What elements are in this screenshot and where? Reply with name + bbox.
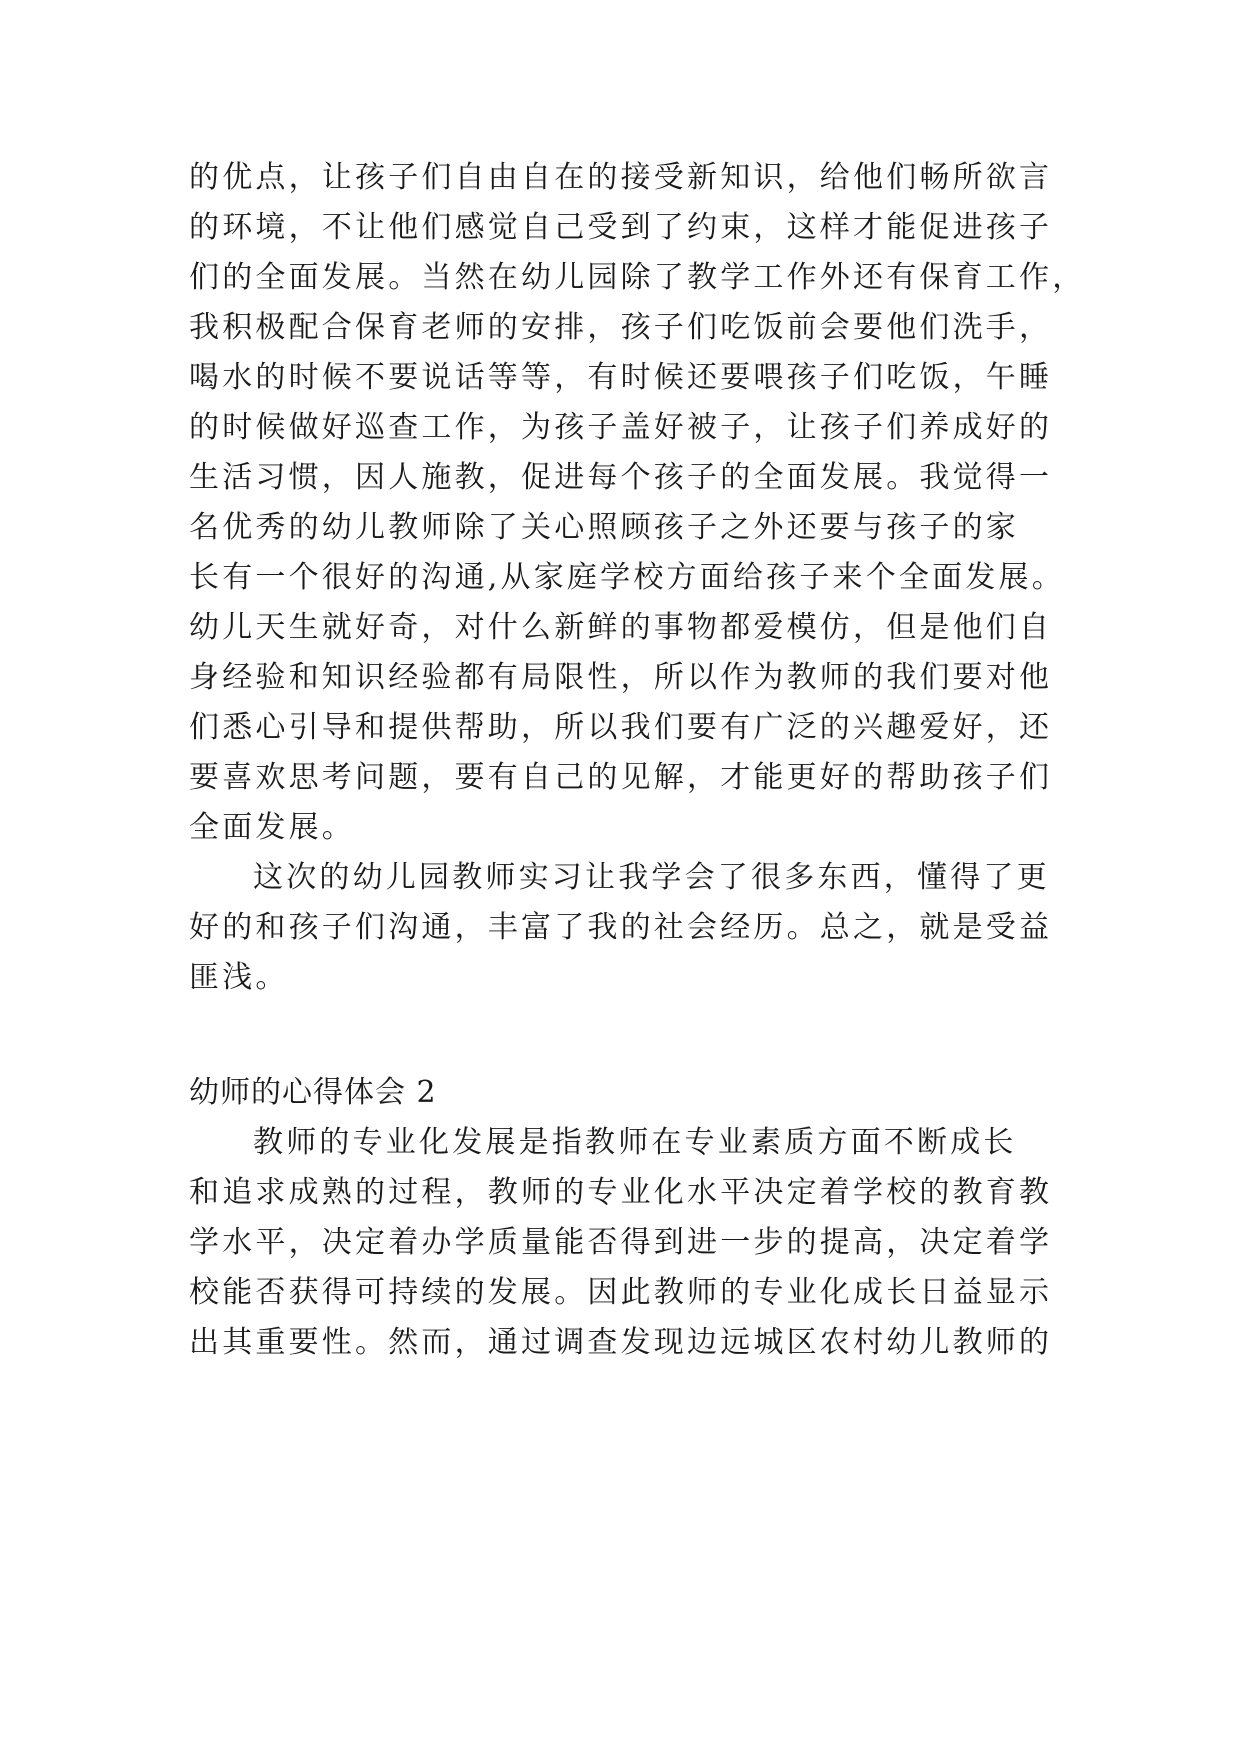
paragraph-line: 学水平，决定着办学质量能否得到进一步的提高，决定着学 [189,1225,1053,1260]
paragraph-line: 身经验和知识经验都有局限性，所以作为教师的我们要对他 [189,660,1053,695]
paragraph-line: 教师的专业化发展是指教师在专业素质方面不断成长 [253,1125,1017,1160]
paragraph-line: 要喜欢思考问题，要有自己的见解，才能更好的帮助孩子们 [189,760,1053,795]
paragraph-line: 的环境，不让他们感觉自己受到了约束，这样才能促进孩子 [189,210,1053,245]
paragraph-line: 长有一个很好的沟通,从家庭学校方面给孩子来个全面发展。 [189,560,1065,595]
paragraph-line: 的优点，让孩子们自由自在的接受新知识，给他们畅所欲言 [189,160,1053,195]
paragraph-line: 的时候做好巡查工作，为孩子盖好被子，让孩子们养成好的 [189,410,1053,445]
paragraph-line: 们悉心引导和提供帮助，所以我们要有广泛的兴趣爱好，还 [189,710,1053,745]
paragraph-line: 们的全面发展。当然在幼儿园除了教学工作外还有保育工作， [189,260,1086,295]
paragraph-line: 出其重要性。然而，通过调查发现边远城区农村幼儿教师的 [189,1325,1053,1360]
paragraph-line: 和追求成熟的过程，教师的专业化水平决定着学校的教育教 [189,1175,1053,1210]
paragraph-line: 校能否获得可持续的发展。因此教师的专业化成长日益显示 [189,1275,1053,1310]
paragraph-line: 幼儿天生就好奇，对什么新鲜的事物都爱模仿，但是他们自 [189,610,1053,645]
paragraph-line: 名优秀的幼儿教师除了关心照顾孩子之外还要与孩子的家 [189,510,1019,545]
paragraph-line: 匪浅。 [189,960,289,995]
paragraph-line: 喝水的时候不要说话等等，有时候还要喂孩子们吃饭，午睡 [189,360,1053,395]
paragraph-line: 这次的幼儿园教师实习让我学会了很多东西，懂得了更 [253,860,1050,895]
paragraph-line: 全面发展。 [189,810,355,845]
paragraph-line: 生活习惯，因人施教，促进每个孩子的全面发展。我觉得一 [189,460,1053,495]
section-heading: 幼师的心得体会 2 [189,1075,437,1110]
paragraph-line: 我积极配合保育老师的安排，孩子们吃饭前会要他们洗手， [189,310,1053,345]
paragraph-line: 好的和孩子们沟通，丰富了我的社会经历。总之，就是受益 [189,910,1053,945]
